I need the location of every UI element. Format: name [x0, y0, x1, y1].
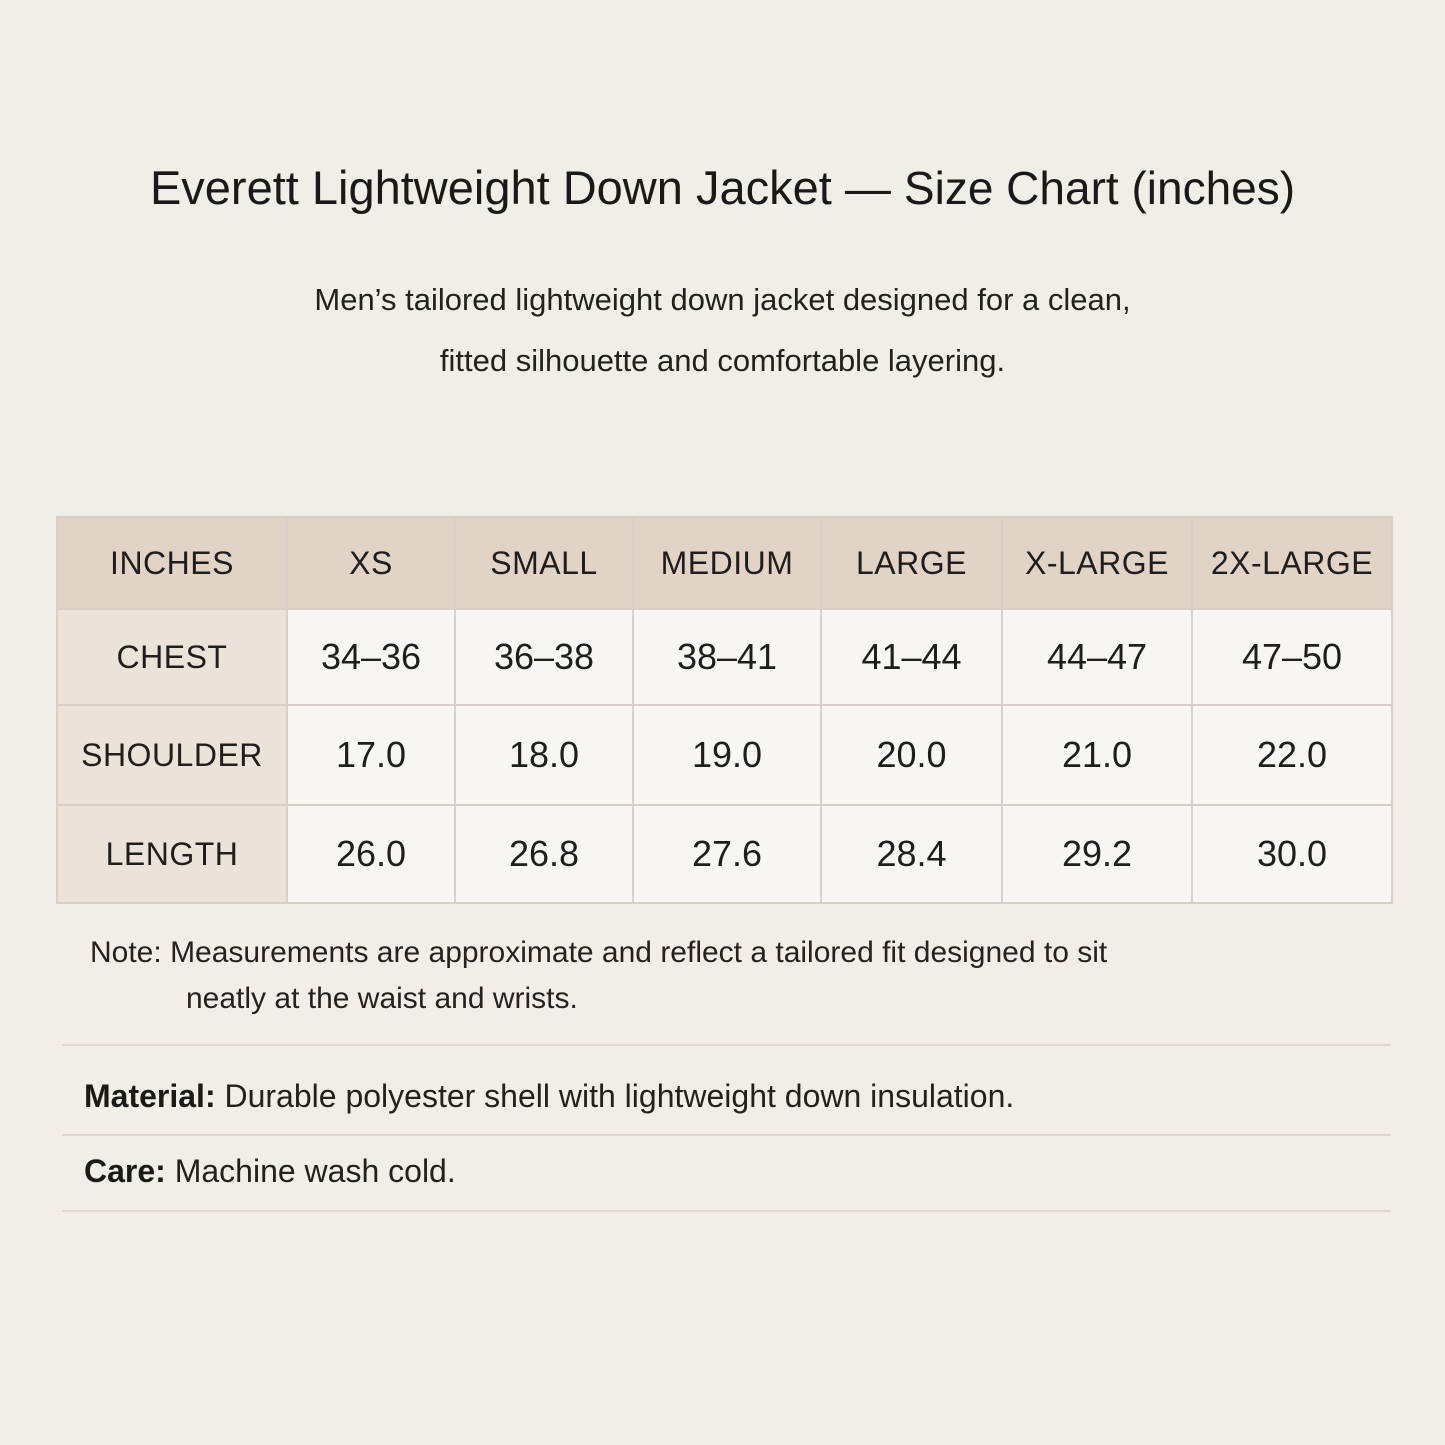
- title-separator: —: [844, 162, 891, 214]
- material-label: Material:: [84, 1078, 216, 1114]
- table-cell: 21.0: [1002, 705, 1192, 805]
- page-title: [0, 156, 1445, 220]
- column-header-small: SMALL: [455, 517, 633, 609]
- note-label: Note:: [90, 936, 162, 969]
- table-cell: 30.0: [1192, 805, 1392, 903]
- divider: [62, 1210, 1391, 1212]
- table-cell: 44–47: [1002, 609, 1192, 705]
- care-text: Machine wash cold.: [174, 1153, 456, 1189]
- table-cell: 26.0: [287, 805, 455, 903]
- table-cell: 20.0: [821, 705, 1002, 805]
- table-cell: 22.0: [1192, 705, 1392, 805]
- table-header-row: [57, 517, 1392, 609]
- table-row-length: [57, 805, 1392, 903]
- material-info: [84, 1076, 1384, 1116]
- intro-line-1: Men’s tailored lightweight down jacket designed for a clean,: [314, 282, 1131, 317]
- table-cell: 36–38: [455, 609, 633, 705]
- care-label: Care:: [84, 1153, 166, 1189]
- table-cell: 28.4: [821, 805, 1002, 903]
- care-info: [84, 1151, 1384, 1191]
- divider: [62, 1134, 1391, 1136]
- column-header-large: LARGE: [821, 517, 1002, 609]
- measurement-note: [90, 930, 1350, 1022]
- table-row-shoulder: [57, 705, 1392, 805]
- table-cell: 18.0: [455, 705, 633, 805]
- intro-line-2: fitted silhouette and comfortable layering.: [439, 343, 1006, 378]
- table-cell: 41–44: [821, 609, 1002, 705]
- table-cell: 47–50: [1192, 609, 1392, 705]
- table-cell: 19.0: [633, 705, 821, 805]
- material-text: Durable polyester shell with lightweight down insulation.: [224, 1078, 1015, 1114]
- table-row-chest: [57, 609, 1392, 705]
- row-label-chest: CHEST: [57, 609, 287, 705]
- note-text-line-2: neatly at the waist and wrists.: [186, 982, 578, 1015]
- note-text-line-1: Measurements are approximate and reflect a tailored fit designed to sit: [170, 936, 1108, 969]
- column-header-units: INCHES: [57, 517, 287, 609]
- column-header-xs: XS: [287, 517, 455, 609]
- row-label-shoulder: SHOULDER: [57, 705, 287, 805]
- title-subtitle: Size Chart (inches): [903, 162, 1296, 214]
- table-cell: 29.2: [1002, 805, 1192, 903]
- divider: [62, 1044, 1391, 1046]
- column-header-2x-large: 2X-LARGE: [1192, 517, 1392, 609]
- size-table: [56, 516, 1393, 904]
- column-header-medium: MEDIUM: [633, 517, 821, 609]
- table-cell: 17.0: [287, 705, 455, 805]
- table-cell: 26.8: [455, 805, 633, 903]
- table-cell: 27.6: [633, 805, 821, 903]
- table-cell: 34–36: [287, 609, 455, 705]
- title-main: Everett Lightweight Down Jacket: [149, 161, 832, 214]
- row-label-length: LENGTH: [57, 805, 287, 903]
- table-cell: 38–41: [633, 609, 821, 705]
- column-header-x-large: X-LARGE: [1002, 517, 1192, 609]
